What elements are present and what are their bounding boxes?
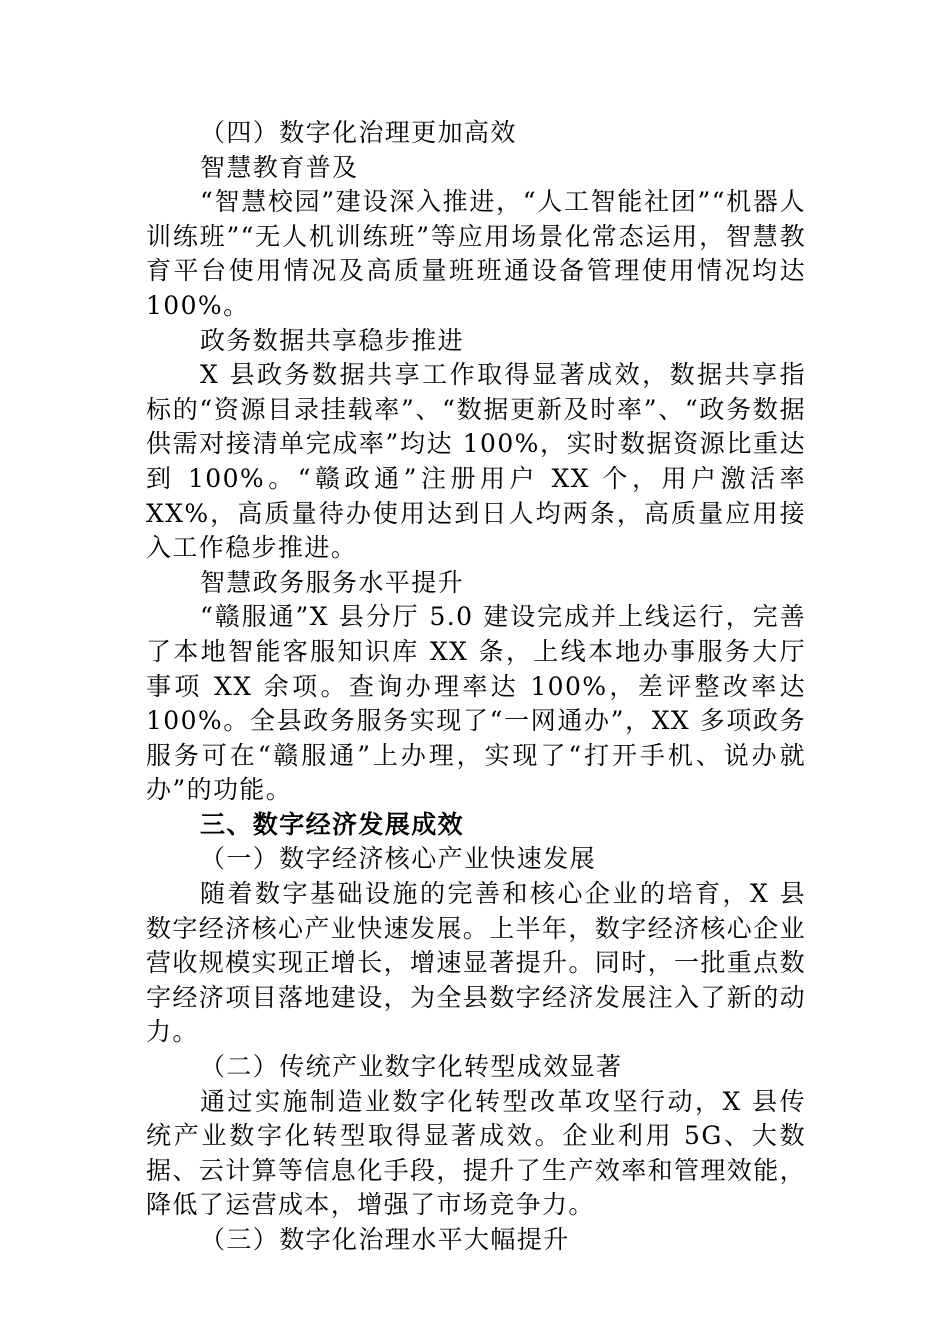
paragraph-data-sharing: X 县政务数据共享工作取得显著成效，数据共享指标的“资源目录挂载率”、“数据更新及时率”、“政务数据供需对接清单完成率”均达 100%，实时数据资源比重达到 100%。“赣政通”注册用户 XX 个，用户激活率 XX%，高质量待办使用达到日人均两条，高质量应用接入工作稳步推进。: [146, 360, 806, 563]
paragraph-smart-education: “智慧校园”建设深入推进，“人工智能社团”“机器人训练班”“无人机训练班”等应用场景化常态运用，智慧教育平台使用情况及高质量班班通设备管理使用情况均达 100%。: [146, 187, 806, 320]
heading-traditional-industry: （二）传统产业数字化转型成效显著: [200, 1052, 623, 1082]
paragraph-smart-service: “赣服通”X 县分厅 5.0 建设完成并上线运行，完善了本地智能客服知识库 XX 条，上线本地办事服务大厅事项 XX 余项。查询办理率达 100%，差评整改率达 100%。全县政务服务实现了“一网通办”，XX 多项政务服务可在“赣服通”上办理，实现了“打开手机、说办就办”的功能。: [146, 602, 806, 805]
heading-governance-improvement: （三）数字化治理水平大幅提升: [200, 1225, 570, 1254]
heading-digital-governance: （四）数字化治理更加高效: [200, 118, 517, 147]
subheading-smart-education: 智慧教育普及: [200, 152, 359, 182]
paragraph-traditional-industry: 通过实施制造业数字化转型改革攻坚行动，X 县传统产业数字化转型取得显著成效。企业利用 5G、大数据、云计算等信息化手段，提升了生产效率和管理效能，降低了运营成本，增强了市场竞争力。: [146, 1086, 807, 1220]
subheading-smart-service: 智慧政务服务水平提升: [200, 567, 465, 597]
paragraph-core-industry: 随着数字基础设施的完善和核心企业的培育，X 县数字经济核心产业快速发展。上半年，数字经济核心企业营收规模实现正增长，增速显著提升。同时，一批重点数字经济项目落地建设，为全县数字经济发展注入了新的动力。: [146, 879, 807, 1047]
subheading-data-sharing: 政务数据共享稳步推进: [200, 325, 465, 355]
section-title-digital-economy: 三、数字经济发展成效: [200, 809, 465, 839]
heading-core-industry: （一）数字经济核心产业快速发展: [200, 844, 597, 874]
document-body: [146, 116, 806, 1258]
